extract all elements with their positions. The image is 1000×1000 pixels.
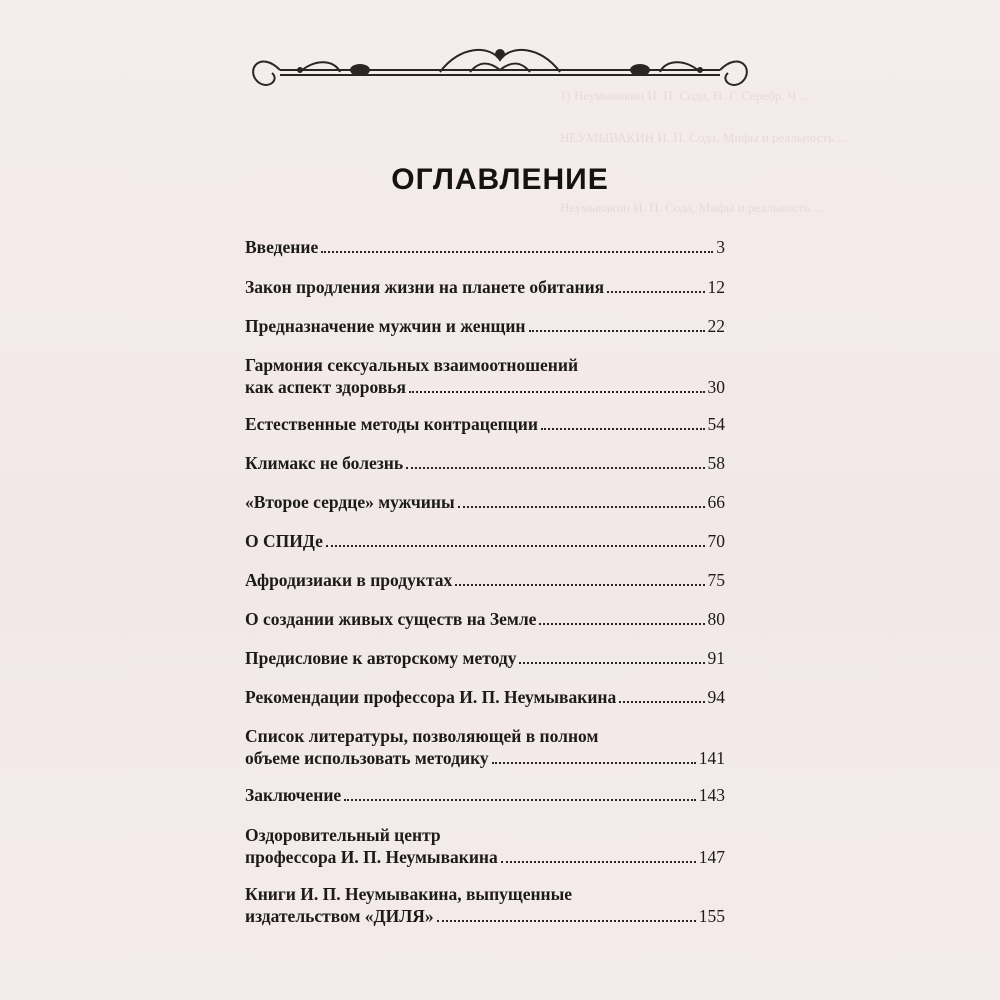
toc-entry[interactable] [245, 277, 725, 299]
toc-entry-line [245, 414, 725, 436]
toc-entry-line [245, 531, 725, 553]
toc-entry-line [245, 726, 725, 748]
toc-page-number: 70 [707, 531, 725, 551]
toc-entry[interactable] [245, 316, 725, 338]
toc-page-number: 143 [698, 785, 725, 805]
toc-entry-title: Введение [245, 237, 319, 257]
page-title: ОГЛАВЛЕНИЕ [391, 163, 609, 196]
toc-page-number: 54 [707, 414, 725, 434]
toc-entry[interactable] [245, 785, 725, 807]
toc-entry-line [245, 785, 725, 807]
toc-entry-line [245, 570, 725, 592]
toc-page-number: 3 [716, 237, 725, 257]
toc-entry-title: Предназначение мужчин и женщин [245, 316, 526, 336]
toc-entry[interactable] [245, 531, 725, 553]
toc-entry-title: Рекомендации профессора И. П. Неумывакина [245, 687, 617, 707]
toc-page-number: 155 [698, 906, 725, 926]
bleed-through-text: Неумывакин И. П. Сода, Мифы и реальность ... [560, 200, 823, 215]
toc-entry-line [245, 906, 725, 928]
toc-leader-dots [326, 532, 705, 547]
toc-entry[interactable] [245, 570, 725, 592]
toc-entry-title: профессора И. П. Неумывакина [245, 847, 498, 867]
toc-entry[interactable] [245, 687, 725, 709]
toc-entry-line [245, 316, 725, 338]
toc-entry-title: Заключение [245, 785, 342, 805]
toc-leader-dots [501, 848, 696, 863]
toc-leader-dots [437, 907, 696, 922]
toc-page-number: 22 [707, 316, 725, 336]
toc-entry-title: издательством «ДИЛЯ» [245, 906, 434, 926]
toc-entry-line [245, 687, 725, 709]
toc-leader-dots [539, 610, 704, 625]
toc-page-number: 58 [707, 453, 725, 473]
toc-page-number: 75 [707, 570, 725, 590]
toc-entry-title: Список литературы, позволяющей в полном [245, 726, 599, 746]
toc-entry-title: Оздоровительный центр [245, 825, 441, 845]
toc-page-number: 94 [707, 687, 725, 707]
bleed-through-text: 1) Неумывакин И. П. Сода, Н. Г. Серебр. Ч ... [560, 88, 810, 103]
toc-leader-dots [455, 571, 704, 586]
toc-entry[interactable] [245, 884, 725, 928]
toc-leader-dots [321, 238, 713, 253]
toc-leader-dots [529, 317, 705, 332]
toc-entry-title: О создании живых существ на Земле [245, 609, 537, 629]
toc-page-number: 66 [707, 492, 725, 512]
toc-leader-dots [406, 454, 704, 469]
toc-entry[interactable] [245, 648, 725, 670]
toc-entry[interactable] [245, 453, 725, 475]
toc-entry-line [245, 825, 725, 847]
toc-entry-line [245, 453, 725, 475]
toc-entry-title: Гармония сексуальных взаимоотношений [245, 355, 579, 375]
toc-leader-dots [409, 378, 705, 393]
toc-leader-dots [541, 415, 705, 430]
toc-entry-title: как аспект здоровья [245, 377, 406, 397]
toc-entry-line [245, 748, 725, 770]
toc-entry[interactable] [245, 414, 725, 436]
toc-entry-line [245, 492, 725, 514]
toc-entry[interactable] [245, 825, 725, 869]
toc-leader-dots [492, 749, 696, 764]
toc-entry-line [245, 884, 725, 906]
toc-entry-line [245, 847, 725, 869]
toc-entry-title: объеме использовать методику [245, 748, 489, 768]
toc-page-number: 12 [707, 277, 725, 297]
toc-entry-title: О СПИДе [245, 531, 323, 551]
toc-entry[interactable] [245, 609, 725, 631]
toc-entry-title: Афродизиаки в продуктах [245, 570, 453, 590]
toc-entry-title: Закон продления жизни на планете обитания [245, 277, 605, 297]
toc-page-number: 141 [698, 748, 725, 768]
toc-leader-dots [607, 278, 704, 293]
toc-entry-title: Предисловие к авторскому методу [245, 648, 517, 668]
toc-page-number: 80 [707, 609, 725, 629]
toc-entry-line [245, 237, 725, 259]
toc-entry[interactable] [245, 492, 725, 514]
toc-page-number: 91 [707, 648, 725, 668]
toc-leader-dots [519, 649, 704, 664]
toc-leader-dots [619, 688, 704, 703]
bleed-through-text: НЕУМЫВАКИН И. П. Сода, Мифы и реальность ... [560, 130, 847, 145]
toc-page-number: 147 [698, 847, 725, 867]
toc-entry[interactable] [245, 355, 725, 399]
toc-entry-line [245, 355, 725, 377]
toc-entry-title: Книги И. П. Неумывакина, выпущенные [245, 884, 573, 904]
toc-entry-title: Естественные методы контрацепции [245, 414, 538, 434]
toc-entry-title: Климакс не болезнь [245, 453, 404, 473]
toc-entry[interactable] [245, 237, 725, 259]
toc-entry[interactable] [245, 726, 725, 770]
toc-entry-line [245, 648, 725, 670]
toc-page-number: 30 [707, 377, 725, 397]
toc-leader-dots [458, 493, 705, 508]
toc-entry-line [245, 277, 725, 299]
toc-entry-line [245, 377, 725, 399]
toc-leader-dots [344, 786, 696, 801]
toc-entry-line [245, 609, 725, 631]
toc-entry-title: «Второе сердце» мужчины [245, 492, 455, 512]
